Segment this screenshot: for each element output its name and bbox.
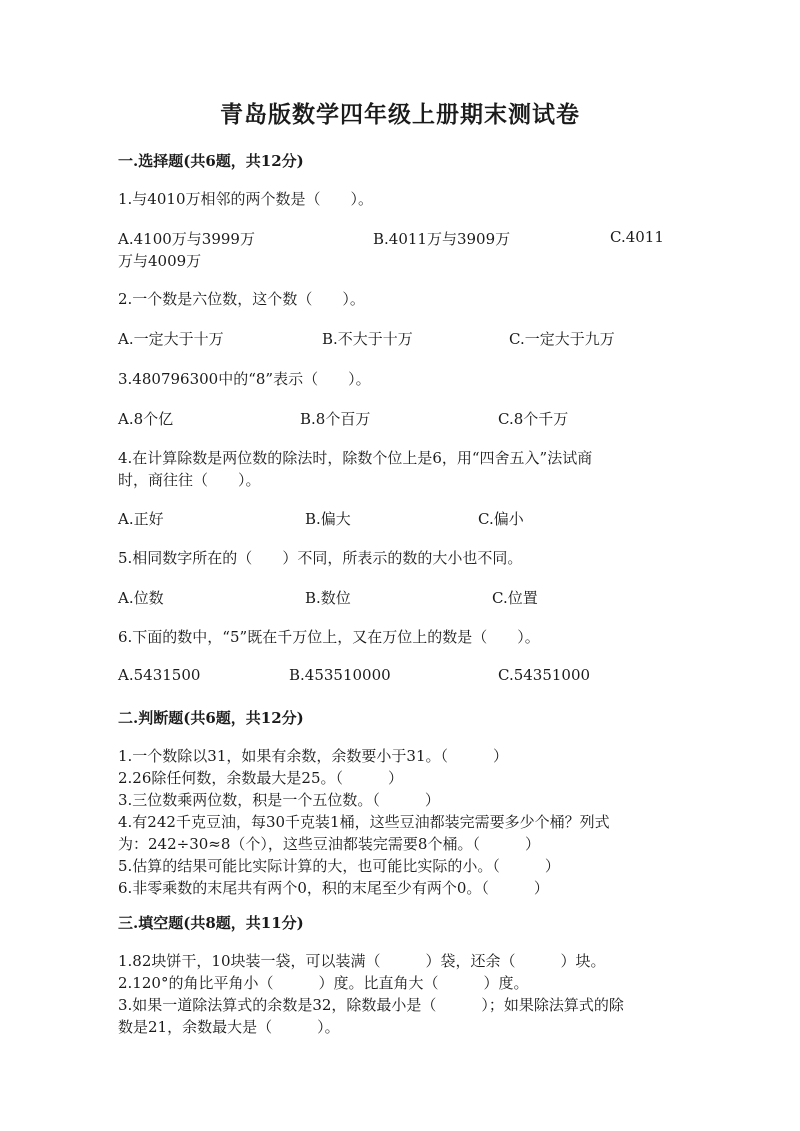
option-b: B.偏大 (305, 510, 351, 528)
section-heading-choice: 一.选择题(共6题，共12分) (118, 152, 304, 170)
option-c: C.位置 (492, 589, 538, 607)
list-item: 3.如果一道除法算式的余数是32，除数最小是（ ）；如果除法算式的除 (118, 996, 624, 1014)
section-heading-fill: 三.填空题(共8题，共11分) (118, 914, 304, 932)
list-item: 2.26除任何数，余数最大是25。（ ） (118, 769, 403, 787)
list-item: 为：242÷30≈8（个），这些豆油都装完需要8个桶。（ ） (118, 835, 540, 853)
question-text: 2.一个数是六位数，这个数（ ）。 (118, 290, 365, 308)
question-text: 6.下面的数中，“5”既在千万位上，又在万位上的数是（ ）。 (118, 628, 540, 646)
list-item: 2.120°的角比平角小（ ）度。比直角大（ ）度。 (118, 974, 529, 992)
option-c: C.一定大于九万 (509, 330, 615, 348)
option-b: B.数位 (305, 589, 351, 607)
option-b: B.453510000 (289, 666, 391, 684)
option-c-continued: 万与4009万 (118, 252, 202, 270)
question-text: 5.相同数字所在的（ ）不同，所表示的数的大小也不同。 (118, 549, 523, 567)
list-item: 1.一个数除以31，如果有余数，余数要小于31。（ ） (118, 747, 508, 765)
option-b: B.不大于十万 (322, 330, 413, 348)
question-text: 4.在计算除数是两位数的除法时，除数个位上是6，用“四舍五入”法试商 (118, 449, 593, 467)
option-b: B.4011万与3909万 (373, 230, 511, 248)
option-a: A.一定大于十万 (118, 330, 224, 348)
list-item: 3.三位数乘两位数，积是一个五位数。（ ） (118, 791, 440, 809)
page-title: 青岛版数学四年级上册期末测试卷 (220, 101, 580, 128)
list-item: 6.非零乘数的末尾共有两个0，积的末尾至少有两个0。（ ） (118, 879, 549, 897)
question-text: 1.与4010万相邻的两个数是（ ）。 (118, 190, 373, 208)
list-item: 5.估算的结果可能比实际计算的大，也可能比实际的小。（ ） (118, 857, 560, 875)
option-a: A.5431500 (118, 666, 201, 684)
option-c: C.4011 (610, 228, 664, 246)
option-b: B.8个百万 (300, 410, 371, 428)
option-a: A.位数 (118, 589, 164, 607)
section-heading-judgement: 二.判断题(共6题，共12分) (118, 709, 304, 727)
question-text: 3.480796300中的“8”表示（ ）。 (118, 370, 371, 388)
list-item: 数是21，余数最大是（ ）。 (118, 1018, 340, 1036)
option-a: A.正好 (118, 510, 164, 528)
option-c: C.偏小 (478, 510, 524, 528)
option-a: A.8个亿 (118, 410, 174, 428)
list-item: 1.82块饼干，10块装一袋，可以装满（ ）袋，还余（ ）块。 (118, 952, 606, 970)
option-a: A.4100万与3999万 (118, 230, 255, 248)
question-text-continued: 时，商往往（ ）。 (118, 471, 261, 489)
option-c: C.8个千万 (498, 410, 569, 428)
list-item: 4.有242千克豆油，每30千克装1桶，这些豆油都装完需要多少个桶？列式 (118, 813, 610, 831)
option-c: C.54351000 (498, 666, 591, 684)
